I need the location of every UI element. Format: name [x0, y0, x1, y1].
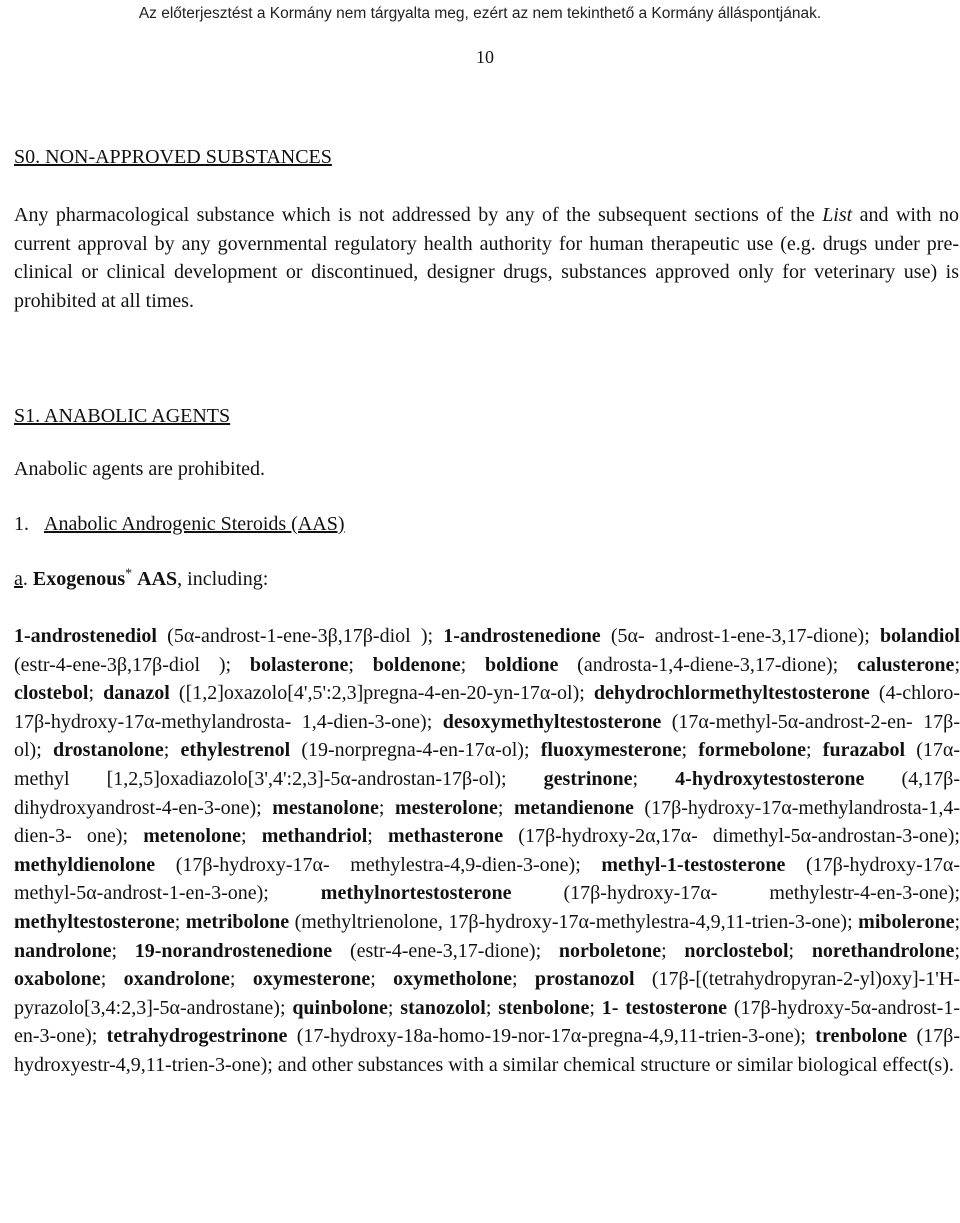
substance-description: ; — [240, 825, 262, 848]
substance-name: tetrahydrogestrinone — [106, 1025, 288, 1048]
substance-description: (17β-hydroxy-17α- methyl-5α-androst-1-en-3-one); — [14, 853, 960, 905]
substance-name: 4-hydroxytestosterone — [675, 767, 865, 790]
substance-description: ; — [100, 968, 124, 991]
section-s1-heading: S1. ANABOLIC AGENTS — [14, 405, 231, 427]
substance-name: methylnortestosterone — [320, 882, 512, 905]
page-number: 10 — [476, 47, 494, 67]
s0-text-end: and with no current approval by any governmental regulatory health authority for human therapeutic use (e.g. drugs under pre-clinical or clinical development or discontinued, designer drugs, substances approved only for veterinary use) is prohibited at all times. — [14, 204, 959, 312]
substance-description: (estr-4-ene-3β,17β-diol ); — [14, 653, 250, 676]
substance-description: (17β-hydroxy-17α-methylandrosta-1,4-dien-3- one); — [14, 796, 960, 848]
substance-description: ; — [632, 767, 676, 790]
substance-name: formebolone — [698, 739, 806, 762]
substance-list-paragraph — [14, 622, 960, 1080]
substance-name: boldione — [484, 653, 559, 676]
substance-name: mesterolone — [394, 796, 498, 819]
substance-name: 19-norandrostenedione — [134, 939, 333, 962]
substance-description: ; — [954, 939, 960, 962]
substance-description: (5α- androst-1-ene-3,17-dione); — [600, 625, 880, 647]
substance-description: (4-chloro-17β-hydroxy-17α-methylandrosta- 1,4-dien-3-one); — [14, 682, 960, 733]
substance-description: ; — [512, 968, 535, 991]
substance-name: oxymesterone — [252, 968, 371, 991]
substance-description: (estr-4-ene-3,17-dione); — [332, 939, 559, 962]
item-letter: a — [14, 568, 23, 590]
substance-name: methandriol — [261, 825, 368, 848]
item-a-line — [14, 568, 268, 591]
substance-description: ; — [367, 825, 388, 848]
substance-name: oxymetholone — [393, 968, 512, 991]
substance-name: metandienone — [513, 796, 634, 819]
substance-name: desoxymethyltestosterone — [442, 710, 662, 733]
substance-description: ; — [88, 682, 104, 705]
substance-description: ; — [589, 996, 602, 1019]
substance-name: calusterone — [857, 653, 955, 676]
substance-description: (19-norpregna-4-en-17α-ol); — [290, 739, 541, 762]
s1-intro-text: Anabolic agents are prohibited. — [14, 458, 266, 480]
item-aas: AAS — [137, 568, 178, 590]
substance-description: ; — [174, 910, 186, 933]
substance-description: (17α-methyl-5α-androst-2-en- 17β-ol); — [14, 710, 960, 762]
item-dot: . — [22, 568, 28, 590]
substance-description: (4,17β-dihydroxyandrost-4-en-3-one); — [14, 767, 960, 819]
substance-description: (17β-hydroxy-2α,17α- dimethyl-5α-androstan-3-one); — [503, 825, 960, 848]
substance-description: (17α-methyl [1,2,5]oxadiazolo[3',4':2,3]-5α-androstan-17β-ol); — [14, 739, 960, 790]
substance-description: (17β-hydroxyestr-4,9,11-trien-3-one); and other substances with a similar chemical structure or similar biological effect(s). — [14, 1025, 960, 1076]
subsection-heading — [14, 513, 345, 536]
substance-description: ; — [163, 739, 181, 762]
substance-name: methyldienolone — [14, 853, 156, 876]
substance-description: ; — [387, 996, 401, 1019]
substance-description: ; — [485, 996, 499, 1019]
substance-description: ; — [661, 939, 685, 962]
substance-name: oxandrolone — [123, 968, 230, 991]
substance-description: ; — [348, 653, 373, 676]
subsection-title: Anabolic Androgenic Steroids (AAS) — [44, 513, 345, 535]
substance-name: prostanozol — [534, 968, 635, 991]
subsection-number: 1. — [14, 513, 29, 535]
substance-name: dehydrochlormethyltestosterone — [593, 682, 870, 705]
substance-name: drostanolone — [52, 739, 164, 762]
substance-name: norclostebol — [684, 939, 789, 962]
substance-name: 1-androstenediol — [14, 625, 157, 647]
substance-name: 1-androstenedione — [443, 625, 601, 647]
substance-name: furazabol — [822, 739, 905, 762]
substance-name: fluoxymesterone — [540, 739, 682, 762]
substance-name: mestanolone — [272, 796, 379, 819]
substance-name: danazol — [103, 682, 170, 705]
substance-description: ; — [111, 939, 135, 962]
substance-name: methyl-1-testosterone — [601, 853, 786, 876]
substance-description: ([1,2]oxazolo[4',5':2,3]pregna-4-en-20-yn-17α-ol); — [169, 682, 594, 705]
substance-name: ethylestrenol — [180, 739, 291, 762]
substance-description: (17β-hydroxy-17α- methylestra-4,9-dien-3-one); — [155, 853, 602, 876]
substance-name: bolasterone — [249, 653, 349, 676]
substance-name: trenbolone — [815, 1025, 908, 1048]
substance-description: (17-hydroxy-18a-homo-19-nor-17α-pregna-4,9,11-trien-3-one); — [287, 1025, 816, 1048]
substance-name: metribolone — [185, 910, 290, 933]
substance-name: clostebol — [14, 682, 89, 705]
substance-name: metenolone — [143, 825, 241, 848]
substance-name: stanozolol — [400, 996, 486, 1019]
substance-name: 1- testosterone — [601, 996, 728, 1019]
substance-name: quinbolone — [292, 996, 388, 1019]
substance-name: norethandrolone — [811, 939, 955, 962]
section-s0-heading: S0. NON-APPROVED SUBSTANCES — [14, 146, 332, 168]
footnote-asterisk: * — [125, 566, 133, 582]
substance-description: (17β-hydroxy-5α-androst-1-en-3-one); — [14, 996, 960, 1048]
substance-name: oxabolone — [14, 968, 101, 991]
substance-name: boldenone — [372, 653, 461, 676]
substance-description: ; — [378, 796, 395, 819]
substance-name: methyltestosterone — [14, 910, 175, 933]
item-exogenous: Exogenous — [32, 568, 126, 590]
item-including: , including: — [177, 568, 269, 590]
substance-description: ; — [954, 910, 960, 933]
substance-description: (methyltrienolone, 17β-hydroxy-17α-methylestra-4,9,11-trien-3-one); — [289, 910, 859, 933]
substance-description: ; — [806, 739, 823, 762]
s0-text-start: Any pharmacological substance which is not addressed by any of the subsequent sections of the — [14, 204, 823, 226]
substance-description: ; — [497, 796, 514, 819]
substance-description: (17β-[(tetrahydropyran-2-yl)oxy]-1'H- pyrazolo[3,4:2,3]-5α-androstane); — [14, 968, 960, 1019]
substance-description: ; — [954, 653, 960, 676]
substance-name: gestrinone — [543, 767, 633, 790]
substance-description: (5α-androst-1-ene-3β,17β-diol ); — [156, 625, 444, 647]
substance-description: (androsta-1,4-diene-3,17-dione); — [558, 653, 858, 676]
substance-name: bolandiol — [879, 625, 960, 647]
substance-name: stenbolone — [498, 996, 590, 1019]
substance-name: nandrolone — [14, 939, 112, 962]
substance-description: ; — [229, 968, 253, 991]
substance-name: methasterone — [387, 825, 504, 848]
substance-name: mibolerone — [858, 910, 955, 933]
substance-description: ; — [788, 939, 812, 962]
substance-description: ; — [370, 968, 394, 991]
list-italic-term: List — [822, 204, 853, 226]
government-notice-header: Az előterjesztést a Kormány nem tárgyalta meg, ezért az nem tekinthető a Kormány álláspontjának. — [138, 5, 822, 22]
substance-name: norboletone — [558, 939, 662, 962]
section-s0-paragraph — [14, 201, 959, 315]
substance-description: ; — [460, 653, 485, 676]
substance-description: ; — [681, 739, 699, 762]
substance-description: (17β-hydroxy-17α- methylestr-4-en-3-one); — [511, 882, 960, 905]
